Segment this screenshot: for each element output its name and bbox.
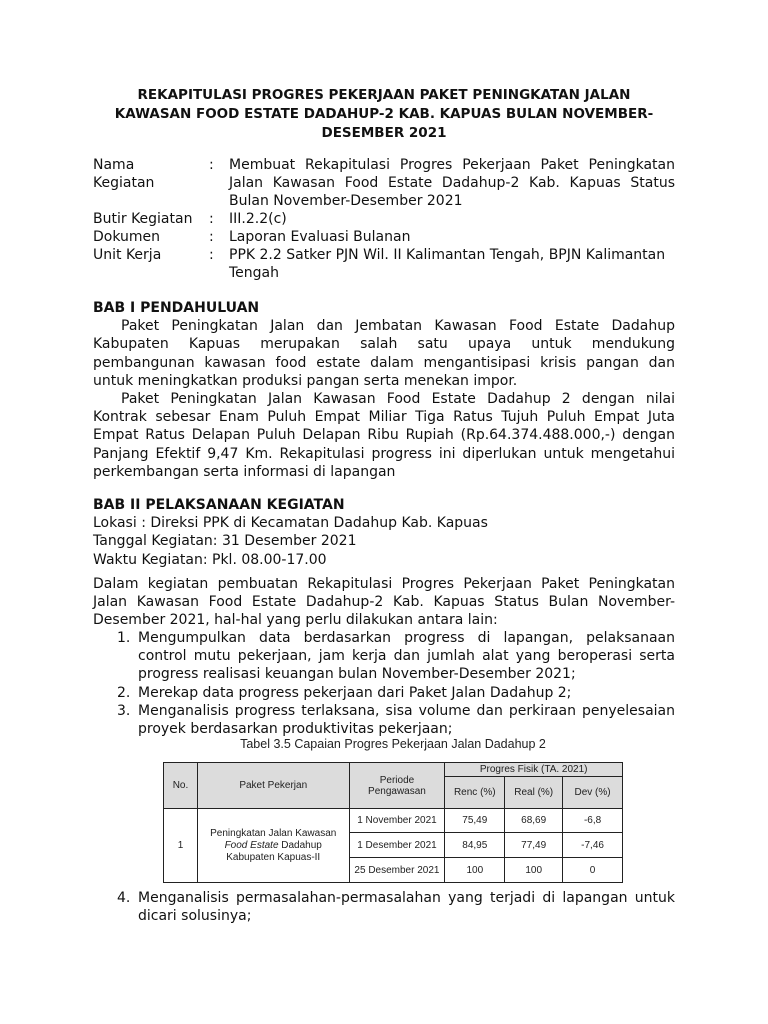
paragraph-line: Panjang Efektif 9,47 Km. Rekapitulasi progress ini diperlukan untuk mengetahui — [93, 445, 675, 462]
task-list — [93, 629, 675, 738]
progress-table — [163, 762, 623, 883]
info-colon: : — [209, 229, 214, 245]
title-line: KAWASAN FOOD ESTATE DADAHUP-2 KAB. KAPUAS BULAN NOVEMBER- — [114, 106, 654, 122]
paket-line — [200, 840, 347, 852]
bab1-section — [93, 299, 675, 481]
info-label: Kegiatan — [93, 175, 155, 191]
section-heading: BAB II PELAKSANAAN KEGIATAN — [93, 497, 345, 513]
info-value: Jalan Kawasan Food Estate Dadahup-2 Kab. Kapuas Status — [229, 175, 675, 191]
cell-periode: 25 Desember 2021 — [349, 858, 445, 883]
list-number: 3. — [117, 702, 131, 719]
title-line: REKAPITULASI PROGRES PEKERJAAN PAKET PENINGKATAN JALAN — [137, 87, 631, 103]
header-renc: Renc (%) — [445, 777, 505, 809]
list-line: dicari solusinya; — [138, 908, 252, 925]
info-label: Butir Kegiatan — [93, 211, 193, 227]
cell-renc: 75,49 — [445, 809, 505, 833]
header-real: Real (%) — [505, 777, 563, 809]
cell-periode: 1 November 2021 — [349, 809, 445, 833]
cell-real: 100 — [505, 858, 563, 883]
list-line: Merekap data progress pekerjaan dari Paket Jalan Dadahup 2; — [138, 684, 572, 701]
list-line: control mutu pekerjaan, jam kerja dan jumlah alat yang beroperasi serta — [138, 648, 675, 665]
header-dev: Dev (%) — [563, 777, 623, 809]
info-label: Unit Kerja — [93, 247, 162, 263]
list-line: Menganalisis permasalahan-permasalahan yang terjadi di lapangan untuk — [138, 890, 675, 906]
title-line: DESEMBER 2021 — [321, 125, 447, 141]
paragraph-line: Desember 2021, hal-hal yang perlu dilakukan antara lain: — [93, 612, 498, 629]
paket-italic: Food Estate — [224, 839, 279, 851]
table-caption: Tabel 3.5 Capaian Progres Pekerjaan Jalan Dadahup 2 — [240, 737, 546, 751]
paragraph-line: Kabupaten Kapuas merupakan salah satu upaya untuk mendukung — [93, 336, 675, 353]
paragraph-line: Empat Ratus Delapan Puluh Delapan Ribu Rupiah (Rp.64.374.488.000,-) dengan — [93, 427, 675, 444]
list-item — [93, 684, 675, 702]
list-number: 2. — [117, 684, 131, 701]
info-colon: : — [209, 247, 214, 263]
list-item — [93, 702, 675, 738]
lokasi-text: Lokasi : Direksi PPK di Kecamatan Dadahup Kab. Kapuas — [93, 515, 488, 532]
info-colon: : — [209, 157, 214, 173]
cell-paket — [197, 809, 349, 883]
info-value: III.2.2(c) — [229, 211, 287, 227]
header-paket: Paket Pekerjan — [197, 763, 349, 809]
list-line: Menganalisis progress terlaksana, sisa volume dan perkiraan penyelesaian — [138, 702, 675, 719]
table-row — [164, 809, 623, 833]
paket-line: Peningkatan Jalan Kawasan — [210, 827, 337, 839]
list-item — [93, 889, 675, 925]
info-label: Nama — [93, 157, 135, 173]
info-value: PPK 2.2 Satker PJN Wil. II Kalimantan Tengah, BPJN Kalimantan — [229, 247, 666, 263]
cell-real: 68,69 — [505, 809, 563, 833]
cell-dev: -7,46 — [563, 833, 623, 858]
cell-dev: -6,8 — [563, 809, 623, 833]
cell-no: 1 — [164, 809, 198, 883]
paragraph-line: pembangunan kawasan food estate dalam mengantisipasi krisis pangan dan — [93, 354, 675, 371]
info-value: Membuat Rekapitulasi Progres Pekerjaan Paket Peningkatan — [229, 157, 675, 173]
info-value: Laporan Evaluasi Bulanan — [229, 229, 411, 245]
bab2-section — [93, 496, 675, 569]
bab2-intro — [93, 575, 675, 630]
paket-text: Dadahup — [278, 839, 322, 851]
paragraph-line: Jalan Kawasan Food Estate Dadahup-2 Kab. Kapuas Status Bulan November- — [93, 594, 675, 611]
header-periode: Periode Pengawasan — [349, 763, 445, 809]
header-no: No. — [164, 763, 198, 809]
task-list-continued — [93, 889, 675, 925]
cell-dev: 0 — [563, 858, 623, 883]
paragraph-line: Kontrak sebesar Enam Puluh Empat Miliar Tiga Ratus Tujuh Puluh Empat Juta — [93, 409, 675, 426]
info-value: Bulan November-Desember 2021 — [229, 193, 463, 209]
cell-renc: 84,95 — [445, 833, 505, 858]
paragraph-line: Paket Peningkatan Jalan dan Jembatan Kawasan Food Estate Dadahup — [121, 318, 675, 335]
list-number: 4. — [117, 890, 131, 906]
list-line: Mengumpulkan data berdasarkan progress di lapangan, pelaksanaan — [138, 630, 675, 646]
paket-line: Kabupaten Kapuas-II — [226, 851, 321, 863]
document-title — [92, 86, 676, 143]
section-heading: BAB I PENDAHULUAN — [93, 300, 260, 316]
info-row-dokumen — [93, 228, 675, 246]
info-label: Dokumen — [93, 229, 161, 245]
paragraph-line: perkembangan serta informasi di lapangan — [93, 463, 396, 480]
paragraph-line: untuk meningkatkan produksi pangan serta menekan impor. — [93, 372, 518, 389]
paragraph-line: Paket Peningkatan Jalan Kawasan Food Estate Dadahup 2 dengan nilai — [121, 391, 675, 408]
info-row-unit-kerja — [93, 246, 675, 282]
header-progres-fisik: Progres Fisik (TA. 2021) — [445, 763, 623, 777]
tanggal-text: Tanggal Kegiatan: 31 Desember 2021 — [93, 533, 357, 550]
list-line: progress realisasi keuangan bulan November-Desember 2021; — [138, 666, 576, 683]
cell-renc: 100 — [445, 858, 505, 883]
info-row-butir-kegiatan — [93, 210, 675, 228]
cell-periode: 1 Desember 2021 — [349, 833, 445, 858]
list-line: proyek berdasarkan produktivitas pekerjaan; — [138, 721, 453, 738]
paragraph-line: Dalam kegiatan pembuatan Rekapitulasi Progres Pekerjaan Paket Peningkatan — [93, 576, 675, 592]
info-colon: : — [209, 211, 214, 227]
list-number: 1. — [117, 630, 131, 646]
list-item — [93, 629, 675, 684]
waktu-text: Waktu Kegiatan: Pkl. 08.00-17.00 — [93, 551, 327, 568]
cell-real: 77,49 — [505, 833, 563, 858]
info-value: Tengah — [229, 265, 279, 281]
info-row-nama-kegiatan — [93, 156, 675, 209]
